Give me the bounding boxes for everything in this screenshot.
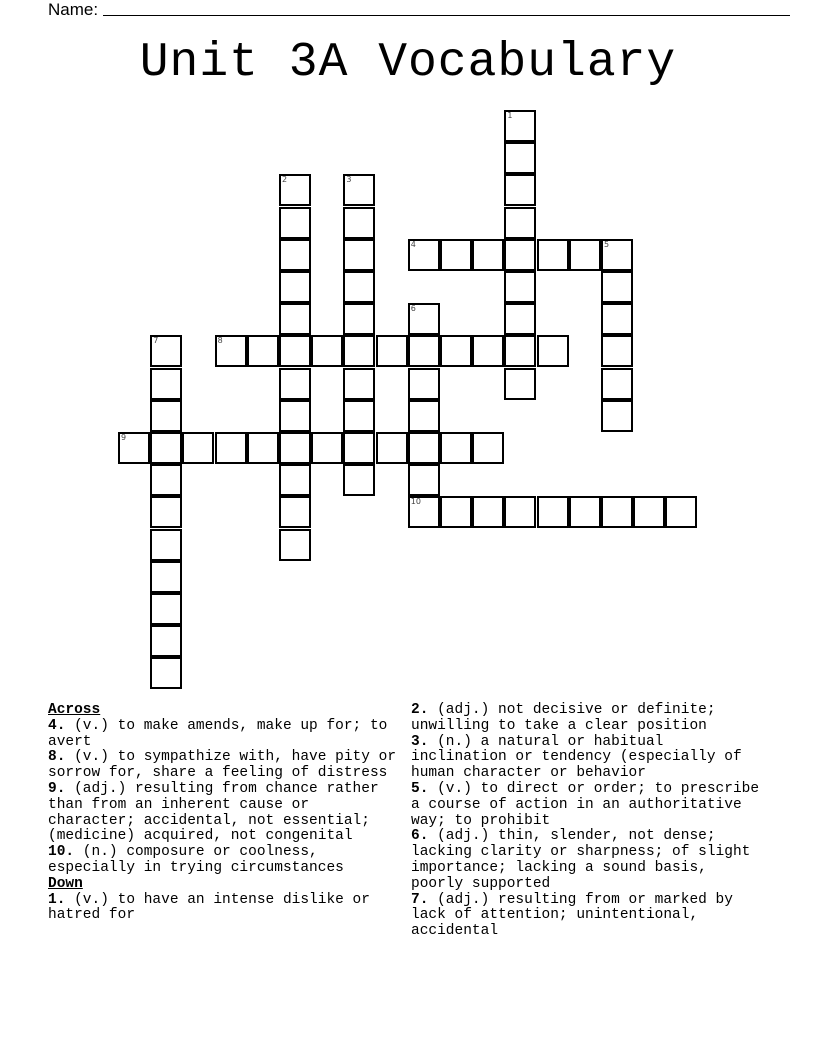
crossword-cell[interactable]	[279, 207, 311, 239]
clue-item	[48, 782, 403, 845]
crossword-cell[interactable]	[601, 239, 633, 271]
clue-text: (adj.) not decisive or definite; unwilling to take a clear position	[411, 702, 716, 734]
crossword-cell[interactable]	[215, 335, 247, 367]
crossword-cell[interactable]	[182, 432, 214, 464]
crossword-cell[interactable]	[601, 368, 633, 400]
crossword-cell[interactable]	[311, 432, 343, 464]
crossword-cell[interactable]	[601, 496, 633, 528]
crossword-cell[interactable]	[150, 593, 182, 625]
crossword-cell[interactable]	[150, 432, 182, 464]
crossword-cell[interactable]	[343, 303, 375, 335]
clue-text: (v.) to direct or order; to prescribe a course of action in an authoritative way; to prohibit	[411, 780, 760, 829]
clue-number: 10.	[48, 844, 75, 861]
crossword-cell[interactable]	[408, 464, 440, 496]
crossword-cell[interactable]	[537, 335, 569, 367]
crossword-cell[interactable]	[247, 432, 279, 464]
crossword-cell[interactable]	[504, 142, 536, 174]
crossword-cell[interactable]	[601, 335, 633, 367]
name-label: Name:	[48, 0, 99, 19]
crossword-cell[interactable]	[279, 303, 311, 335]
crossword-cell[interactable]	[279, 400, 311, 432]
crossword-cell[interactable]	[537, 239, 569, 271]
crossword-cell[interactable]	[440, 239, 472, 271]
clue-number-label: 2	[282, 175, 288, 185]
clue-number-label: 5	[604, 239, 610, 249]
clues-right-column	[411, 703, 766, 940]
clue-text: (v.) to make amends, make up for; to avert	[48, 717, 388, 750]
crossword-cell[interactable]	[247, 335, 279, 367]
crossword-cell[interactable]	[601, 400, 633, 432]
clue-number-label: 9	[121, 433, 127, 442]
clue-text: (adj.) resulting from or marked by lack of attention; unintentional, accidental	[411, 891, 733, 940]
crossword-cell[interactable]	[279, 174, 311, 206]
crossword-cell[interactable]	[343, 335, 375, 367]
page-title: Unit 3A Vocabulary	[139, 36, 677, 90]
crossword-cell[interactable]	[279, 464, 311, 496]
clue-item	[411, 703, 766, 735]
crossword-cell[interactable]	[150, 335, 182, 367]
crossword-cell[interactable]	[343, 432, 375, 464]
crossword-cell[interactable]	[440, 335, 472, 367]
clue-number-label: 3	[346, 175, 352, 185]
crossword-cell[interactable]	[311, 335, 343, 367]
crossword-cell[interactable]	[569, 239, 601, 271]
crossword-cell[interactable]	[504, 335, 536, 367]
crossword-cell[interactable]	[279, 496, 311, 528]
clue-number-label: 8	[217, 336, 223, 346]
clue-number: 1.	[48, 891, 66, 908]
crossword-cell[interactable]	[504, 496, 536, 528]
crossword-cell[interactable]	[569, 496, 601, 528]
clue-number: 7.	[411, 891, 429, 908]
crossword-cell[interactable]	[440, 496, 472, 528]
crossword-cell[interactable]	[343, 174, 375, 206]
crossword-cell[interactable]	[343, 464, 375, 496]
crossword-cell[interactable]	[665, 496, 697, 528]
crossword-cell[interactable]	[504, 368, 536, 400]
clue-number: 3.	[411, 733, 429, 750]
clue-heading: Across	[48, 702, 101, 718]
clue-number: 6.	[411, 828, 429, 845]
clue-item	[48, 750, 403, 782]
clue-item	[411, 735, 766, 782]
crossword-cell[interactable]	[408, 496, 440, 528]
crossword-cell[interactable]	[150, 400, 182, 432]
clue-number: 8.	[48, 749, 66, 766]
clue-item	[411, 829, 766, 892]
crossword-cell[interactable]	[150, 529, 182, 561]
crossword-cell[interactable]	[601, 303, 633, 335]
clue-number: 2.	[411, 702, 429, 718]
crossword-cell[interactable]	[150, 368, 182, 400]
clue-number: 4.	[48, 717, 66, 734]
crossword-cell[interactable]	[472, 432, 504, 464]
clue-item	[411, 893, 766, 940]
clue-item	[48, 893, 403, 925]
crossword-cell[interactable]	[408, 432, 440, 464]
clue-number-label: 1	[507, 111, 513, 120]
clue-item	[411, 782, 766, 829]
crossword-cell[interactable]	[601, 271, 633, 303]
clue-heading: Down	[48, 875, 83, 892]
clue-text: (v.) to have an intense dislike or hatred for	[48, 891, 370, 924]
crossword-cell[interactable]	[633, 496, 665, 528]
clue-number: 9.	[48, 780, 66, 797]
crossword-cell[interactable]	[118, 432, 150, 464]
crossword-cell[interactable]	[343, 368, 375, 400]
crossword-cell[interactable]	[408, 400, 440, 432]
crossword-cell[interactable]	[504, 239, 536, 271]
clue-number-label: 6	[410, 304, 416, 314]
crossword-cell[interactable]	[504, 271, 536, 303]
crossword-cell[interactable]	[279, 335, 311, 367]
clues-left-column	[48, 703, 403, 924]
crossword-cell[interactable]	[343, 207, 375, 239]
crossword-cell[interactable]	[472, 335, 504, 367]
crossword-cell[interactable]	[408, 335, 440, 367]
crossword-cell[interactable]	[279, 368, 311, 400]
crossword-cell[interactable]	[408, 368, 440, 400]
crossword-cell[interactable]	[150, 625, 182, 657]
crossword-cell[interactable]	[376, 335, 408, 367]
crossword-cell[interactable]	[150, 464, 182, 496]
crossword-cell[interactable]	[504, 174, 536, 206]
crossword-cell[interactable]	[279, 239, 311, 271]
clue-text: (v.) to sympathize with, have pity or sorrow for, share a feeling of distress	[48, 749, 397, 782]
clue-item	[48, 719, 403, 751]
crossword-cell[interactable]	[472, 496, 504, 528]
crossword-cell[interactable]	[408, 239, 440, 271]
crossword-cell[interactable]	[150, 657, 182, 689]
clue-text: (adj.) resulting from chance rather than from an inherent cause or character; accidental, not essential; (medicine) acquired, not congenital	[48, 780, 379, 845]
clue-item	[48, 845, 403, 877]
clue-text: (adj.) thin, slender, not dense; lacking clarity or sharpness; of slight importance; lacking a sound basis, poorly supported	[411, 828, 751, 892]
crossword-cell[interactable]	[279, 529, 311, 561]
crossword-cell[interactable]	[215, 432, 247, 464]
crossword-cell[interactable]	[279, 432, 311, 464]
crossword-cell[interactable]	[504, 110, 536, 142]
crossword-cell[interactable]	[537, 496, 569, 528]
clue-number: 5.	[411, 780, 429, 797]
clue-text: (n.) composure or coolness, especially in trying circumstances	[48, 844, 344, 876]
clue-number-label: 7	[153, 336, 159, 346]
crossword-cell[interactable]	[343, 400, 375, 432]
crossword-cell[interactable]	[343, 271, 375, 303]
crossword-cell[interactable]	[408, 303, 440, 335]
crossword-cell[interactable]	[343, 239, 375, 271]
crossword-cell[interactable]	[504, 207, 536, 239]
crossword-cell[interactable]	[150, 496, 182, 528]
crossword-cell[interactable]	[472, 239, 504, 271]
crossword-cell[interactable]	[150, 561, 182, 593]
crossword-cell[interactable]	[504, 303, 536, 335]
crossword-cell[interactable]	[279, 271, 311, 303]
clue-number-label: 4	[410, 239, 416, 249]
crossword-cell[interactable]	[440, 432, 472, 464]
clue-number-label: 10	[410, 497, 421, 507]
crossword-cell[interactable]	[376, 432, 408, 464]
clue-text: (n.) a natural or habitual inclination or tendency (especially of human character or behavior	[411, 733, 742, 782]
